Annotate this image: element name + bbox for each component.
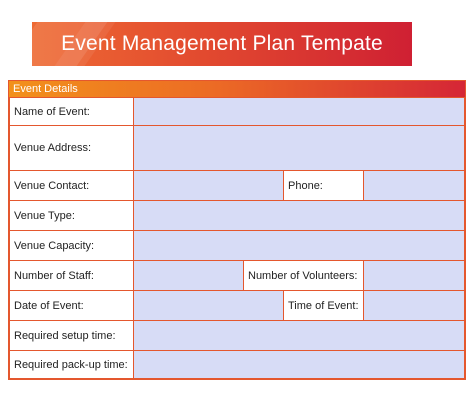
number-of-staff-label: Number of Staff: [9, 260, 134, 291]
time-of-event-label: Time of Event: [283, 290, 364, 321]
event-details-form [8, 80, 466, 380]
date-of-event-label: Date of Event: [9, 290, 134, 321]
name-of-event-field[interactable] [133, 97, 465, 126]
time-of-event-field[interactable] [363, 290, 465, 321]
required-setup-time-field[interactable] [133, 320, 465, 351]
venue-capacity-label: Venue Capacity: [9, 230, 134, 261]
venue-address-label: Venue Address: [9, 125, 134, 171]
phone-field[interactable] [363, 170, 465, 201]
required-packup-time-field[interactable] [133, 350, 465, 379]
page-title: Event Management Plan Tempate [61, 32, 383, 55]
date-of-event-field[interactable] [133, 290, 284, 321]
number-of-volunteers-label: Number of Volunteers: [243, 260, 364, 291]
number-of-volunteers-field[interactable] [363, 260, 465, 291]
number-of-staff-field[interactable] [133, 260, 244, 291]
phone-label: Phone: [283, 170, 364, 201]
section-header: Event Details [9, 81, 465, 97]
required-packup-time-label: Required pack-up time: [9, 350, 134, 379]
title-banner [32, 22, 412, 66]
venue-contact-label: Venue Contact: [9, 170, 134, 201]
required-setup-time-label: Required setup time: [9, 320, 134, 351]
name-of-event-label: Name of Event: [9, 97, 134, 126]
venue-address-field[interactable] [133, 125, 465, 171]
venue-contact-field[interactable] [133, 170, 284, 201]
venue-capacity-field[interactable] [133, 230, 465, 261]
venue-type-field[interactable] [133, 200, 465, 231]
venue-type-label: Venue Type: [9, 200, 134, 231]
